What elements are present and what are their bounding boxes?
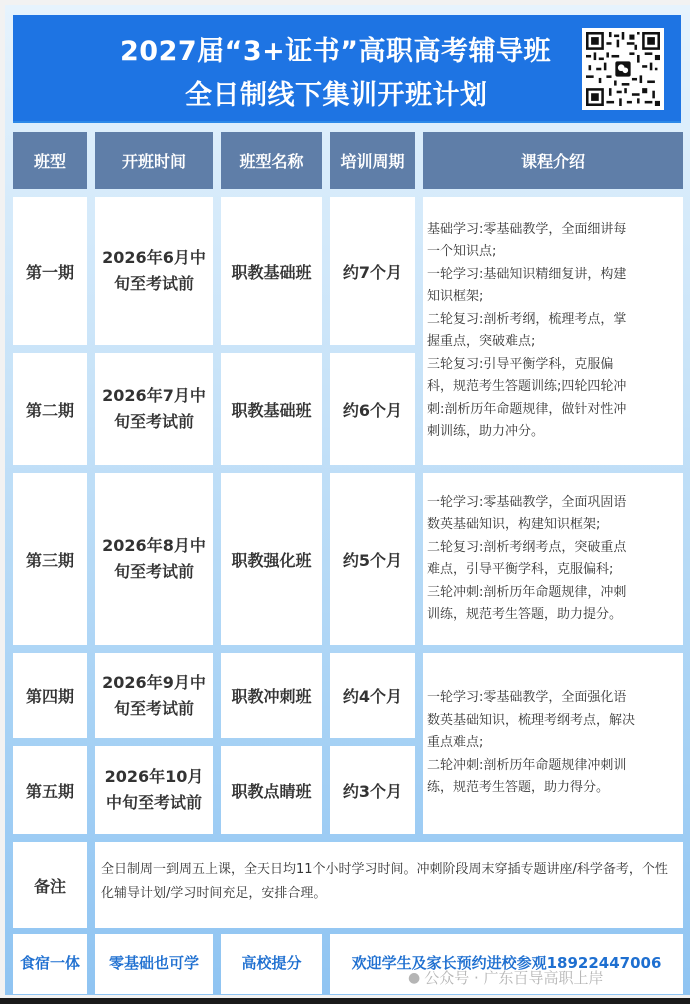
intro-line: 握重点，突破难点; xyxy=(427,334,536,349)
intro-line: 训练，规范考生答题，助力提分。 xyxy=(427,607,623,622)
row-2-duration: 约6个月 xyxy=(330,353,415,465)
row-3-start: 2026年8月中旬至考试前 xyxy=(95,473,213,645)
row-5-period: 第五期 xyxy=(13,746,87,834)
row-2-class-name: 职教基础班 xyxy=(221,353,322,465)
header-duration: 培训周期 xyxy=(330,132,415,189)
row-4-duration: 约4个月 xyxy=(330,653,415,738)
row-4-class-name: 职教冲刺班 xyxy=(221,653,322,738)
header-class-name: 班型名称 xyxy=(221,132,322,189)
footer-tag-zero-basis: 零基础也可学 xyxy=(95,934,213,994)
row-4-period: 第四期 xyxy=(13,653,87,738)
header-class-type: 班型 xyxy=(13,132,87,189)
course-intro-rows-1-2 xyxy=(423,197,683,465)
intro-line: 二轮复习:剖析考纲考点，突破重点 xyxy=(427,539,627,555)
note-label: 备注 xyxy=(13,842,87,928)
intro-line: 数英基础知识，梳理考纲考点，解决 xyxy=(427,712,636,728)
watermark xyxy=(408,967,604,988)
title-line-2: 全日制线下集训开班计划 xyxy=(185,80,488,111)
row-1-period: 第一期 xyxy=(13,197,87,345)
watermark-text: 公众号 · 广东百导高职上岸 xyxy=(424,969,604,987)
row-5-duration: 约3个月 xyxy=(330,746,415,834)
intro-line: 二轮冲刺:剖析历年命题规律冲刺训 xyxy=(427,757,627,773)
intro-line: 数英基础知识，构建知识框架; xyxy=(427,517,601,532)
intro-text-block xyxy=(427,492,626,627)
row-5-class-name: 职教点睛班 xyxy=(221,746,322,834)
intro-line: 难点，引导平衡学科，克服偏科; xyxy=(427,562,614,577)
row-3-class-name: 职教强化班 xyxy=(221,473,322,645)
intro-line: 一轮学习:零基础教学，全面巩固语 xyxy=(427,494,627,510)
intro-line: 三轮冲刺:剖析历年命题规律，冲刺 xyxy=(427,584,627,600)
intro-line: 一个知识点; xyxy=(427,244,497,259)
header-course-intro: 课程介绍 xyxy=(423,132,683,189)
row-1-class-name: 职教基础班 xyxy=(221,197,322,345)
note-text: 全日制周一到周五上课，全天日均11个小时学习时间。冲刺阶段周末穿插专题讲座/科学备考，个性化辅导计划/学习时间充足，安排合理。 xyxy=(95,842,683,928)
intro-line: 二轮复习:剖析考纲，梳理考点，掌 xyxy=(427,311,627,327)
intro-line: 三轮复习:引导平衡学科，克服偏 xyxy=(427,356,614,372)
wechat-qr-icon xyxy=(586,32,660,106)
intro-line: 刺训练，助力冲分。 xyxy=(427,424,545,439)
qr-code-icon xyxy=(582,28,664,110)
wechat-icon: ● xyxy=(408,969,421,986)
intro-line: 基础学习:零基础教学，全面细讲每 xyxy=(427,221,627,237)
row-5-start: 2026年10月中旬至考试前 xyxy=(95,746,213,834)
intro-line: 一轮学习:零基础教学，全面强化语 xyxy=(427,690,627,706)
row-3-period: 第三期 xyxy=(13,473,87,645)
row-2-period: 第二期 xyxy=(13,353,87,465)
intro-text-block xyxy=(427,687,635,800)
footer-tag-score-boost: 高校提分 xyxy=(221,934,322,994)
intro-line: 科，规范考生答题训练;四轮四轮冲 xyxy=(427,379,627,394)
row-1-start: 2026年6月中旬至考试前 xyxy=(95,197,213,345)
header-start-time: 开班时间 xyxy=(95,132,213,189)
intro-line: 一轮学习:基础知识精细复讲，构建 xyxy=(427,266,627,282)
footer-tag-board: 食宿一体 xyxy=(13,934,87,994)
row-4-start: 2026年9月中旬至考试前 xyxy=(95,653,213,738)
course-intro-rows-4-5 xyxy=(423,653,683,834)
intro-line: 练，规范考生答题，助力得分。 xyxy=(427,780,610,796)
intro-text-block xyxy=(427,219,626,444)
row-3-duration: 约5个月 xyxy=(330,473,415,645)
course-intro-row-3 xyxy=(423,473,683,645)
title-banner xyxy=(13,15,681,123)
footer-contact-phone[interactable]: 欢迎学生及家长预约进校参观18922447006 xyxy=(330,934,683,994)
bottom-bar xyxy=(0,998,690,1004)
row-1-duration: 约7个月 xyxy=(330,197,415,345)
intro-line: 刺:剖析历年命题规律，做针对性冲 xyxy=(427,401,627,417)
row-2-start: 2026年7月中旬至考试前 xyxy=(95,353,213,465)
intro-line: 知识框架; xyxy=(427,289,484,304)
intro-line: 重点难点; xyxy=(427,735,484,751)
title-line-1: 2027届“3+证书”高职高考辅导班 xyxy=(120,36,552,67)
